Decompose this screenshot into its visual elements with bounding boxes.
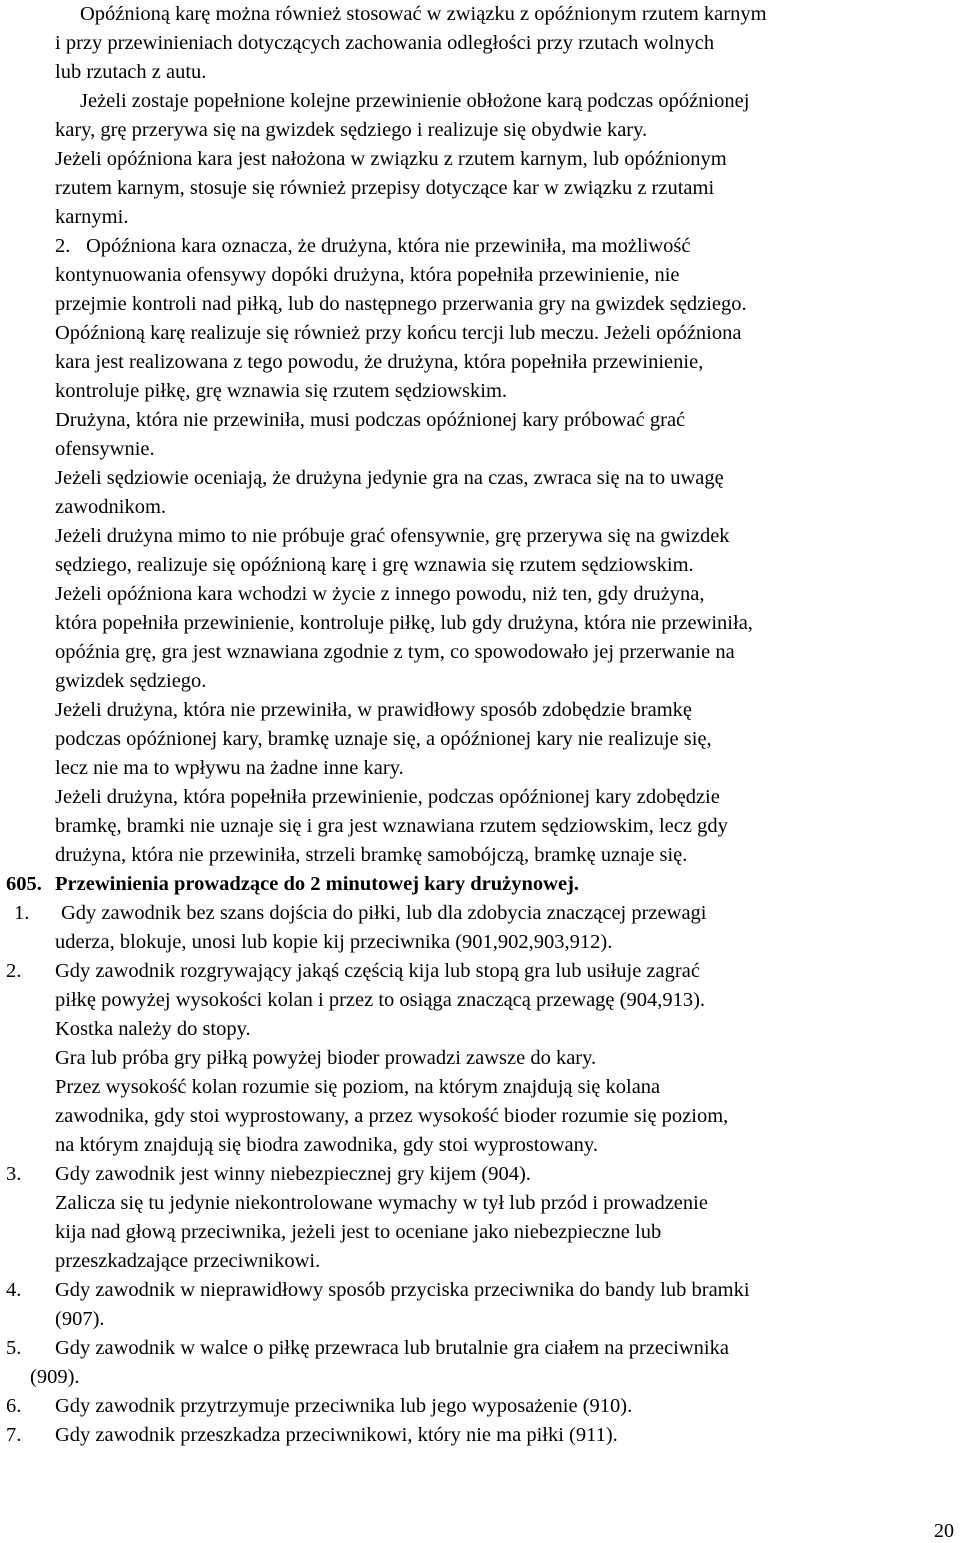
item-number: 6. — [6, 1395, 22, 1417]
text-line: uderza, blokuje, unosi lub kopie kij przeciwnika (901,902,903,912). — [55, 931, 613, 953]
section-title: Przewinienia prowadzące do 2 minutowej kary drużynowej. — [55, 873, 580, 895]
text-line: Jeżeli opóźniona kara jest nałożona w związku z rzutem karnym, lub opóźnionym — [55, 148, 727, 170]
text-line: sędziego, realizuje się opóźnioną karę i grę wznawia się rzutem sędziowskim. — [55, 554, 694, 576]
section-number: 605. — [6, 873, 42, 895]
text-line: opóźnia grę, gra jest wznawiana zgodnie z tym, co spowodowało jej przerwanie na — [55, 641, 735, 663]
text-line: która popełniła przewinienie, kontroluje piłkę, lub gdy drużyna, która nie przewiniła, — [55, 612, 753, 634]
point-number: 2. — [55, 235, 71, 257]
text-line: podczas opóźnionej kary, bramkę uznaje się, a opóźnionej kary nie realizuje się, — [55, 728, 712, 750]
text-line: karnymi. — [55, 206, 129, 228]
text-line: rzutem karnym, stosuje się również przepisy dotyczące kar w związku z rzutami — [55, 177, 715, 199]
text-line: lub rzutach z autu. — [55, 61, 207, 83]
text-line: Jeżeli sędziowie oceniają, że drużyna jedynie gra na czas, zwraca się na to uwagę — [55, 467, 724, 489]
text-line: Gdy zawodnik bez szans dojścia do piłki, lub dla zdobycia znaczącej przewagi — [61, 902, 707, 924]
text-line: kontynuowania ofensywy dopóki drużyna, która popełniła przewinienie, nie — [55, 264, 680, 286]
text-line: Gra lub próba gry piłką powyżej bioder prowadzi zawsze do kary. — [55, 1047, 597, 1069]
text-line: Przez wysokość kolan rozumie się poziom, na którym znajdują się kolana — [55, 1076, 661, 1098]
text-line: Gdy zawodnik w nieprawidłowy sposób przyciska przeciwnika do bandy lub bramki — [55, 1279, 750, 1301]
text-line: Gdy zawodnik w walce o piłkę przewraca lub brutalnie gra ciałem na przeciwnika — [55, 1337, 729, 1359]
text-line: drużyna, która nie przewiniła, strzeli bramkę samobójczą, bramkę uznaje się. — [55, 844, 688, 866]
text-line: piłkę powyżej wysokości kolan i przez to osiąga znaczącą przewagę (904,913). — [55, 989, 706, 1011]
text-line: bramkę, bramki nie uznaje się i gra jest wznawiana rzutem sędziowskim, lecz gdy — [55, 815, 728, 837]
text-line: Zalicza się tu jedynie niekontrolowane wymachy w tył lub przód i prowadzenie — [55, 1192, 708, 1214]
item-number: 3. — [6, 1163, 22, 1185]
text-line: Jeżeli drużyna, która nie przewiniła, w prawidłowy sposób zdobędzie bramkę — [55, 699, 692, 721]
item-number: 5. — [6, 1337, 22, 1359]
text-line: na którym znajdują się biodra zawodnika, gdy stoi wyprostowany. — [55, 1134, 598, 1156]
item-number: 2. — [6, 960, 22, 982]
text-line: przejmie kontroli nad piłką, lub do następnego przerwania gry na gwizdek sędziego. — [55, 293, 747, 315]
text-line: ofensywnie. — [55, 438, 155, 460]
text-line: lecz nie ma to wpływu na żadne inne kary. — [55, 757, 404, 779]
item-number: 7. — [6, 1424, 22, 1446]
text-line: Jeżeli zostaje popełnione kolejne przewinienie obłożone karą podczas opóźnionej — [80, 90, 750, 112]
text-line: Gdy zawodnik rozgrywający jakąś częścią kija lub stopą gra lub usiłuje zagrać — [55, 960, 700, 982]
text-line: przeszkadzające przeciwnikowi. — [55, 1250, 321, 1272]
text-line: Gdy zawodnik jest winny niebezpiecznej gry kijem (904). — [55, 1163, 531, 1185]
text-line: Jeżeli drużyna, która popełniła przewinienie, podczas opóźnionej kary zdobędzie — [55, 786, 720, 808]
text-line: kontroluje piłkę, grę wznawia się rzutem sędziowskim. — [55, 380, 508, 402]
item-number: 4. — [6, 1279, 22, 1301]
text-line: Drużyna, która nie przewiniła, musi podczas opóźnionej kary próbować grać — [55, 409, 686, 431]
text-line: Jeżeli opóźniona kara wchodzi w życie z innego powodu, niż ten, gdy drużyna, — [55, 583, 705, 605]
text-line: Jeżeli drużyna mimo to nie próbuje grać ofensywnie, grę przerywa się na gwizdek — [55, 525, 730, 547]
text-line: kija nad głową przeciwnika, jeżeli jest to oceniane jako niebezpieczne lub — [55, 1221, 662, 1243]
text-line: i przy przewinieniach dotyczących zachowania odległości przy rzutach wolnych — [55, 32, 715, 54]
text-line: Gdy zawodnik przytrzymuje przeciwnika lub jego wyposażenie (910). — [55, 1395, 633, 1417]
text-line: Kostka należy do stopy. — [55, 1018, 251, 1040]
text-line: kary, grę przerywa się na gwizdek sędziego i realizuje się obydwie kary. — [55, 119, 648, 141]
text-line: gwizdek sędziego. — [55, 670, 207, 692]
text-line: Opóźnioną karę można również stosować w związku z opóźnionym rzutem karnym — [80, 3, 767, 25]
text-line: kara jest realizowana z tego powodu, że drużyna, która popełniła przewinienie, — [55, 351, 704, 373]
text-line: Opóźniona kara oznacza, że drużyna, która nie przewiniła, ma możliwość — [86, 235, 691, 257]
text-line: (909). — [30, 1366, 80, 1388]
item-number: 1. — [14, 902, 30, 924]
page-number: 20 — [934, 1520, 954, 1542]
text-line: zawodnikom. — [55, 496, 167, 518]
text-line: (907). — [55, 1308, 105, 1330]
text-line: Gdy zawodnik przeszkadza przeciwnikowi, który nie ma piłki (911). — [55, 1424, 618, 1446]
text-line: zawodnika, gdy stoi wyprostowany, a przez wysokość bioder rozumie się poziom, — [55, 1105, 729, 1127]
text-line: Opóźnioną karę realizuje się również przy końcu tercji lub meczu. Jeżeli opóźniona — [55, 322, 742, 344]
